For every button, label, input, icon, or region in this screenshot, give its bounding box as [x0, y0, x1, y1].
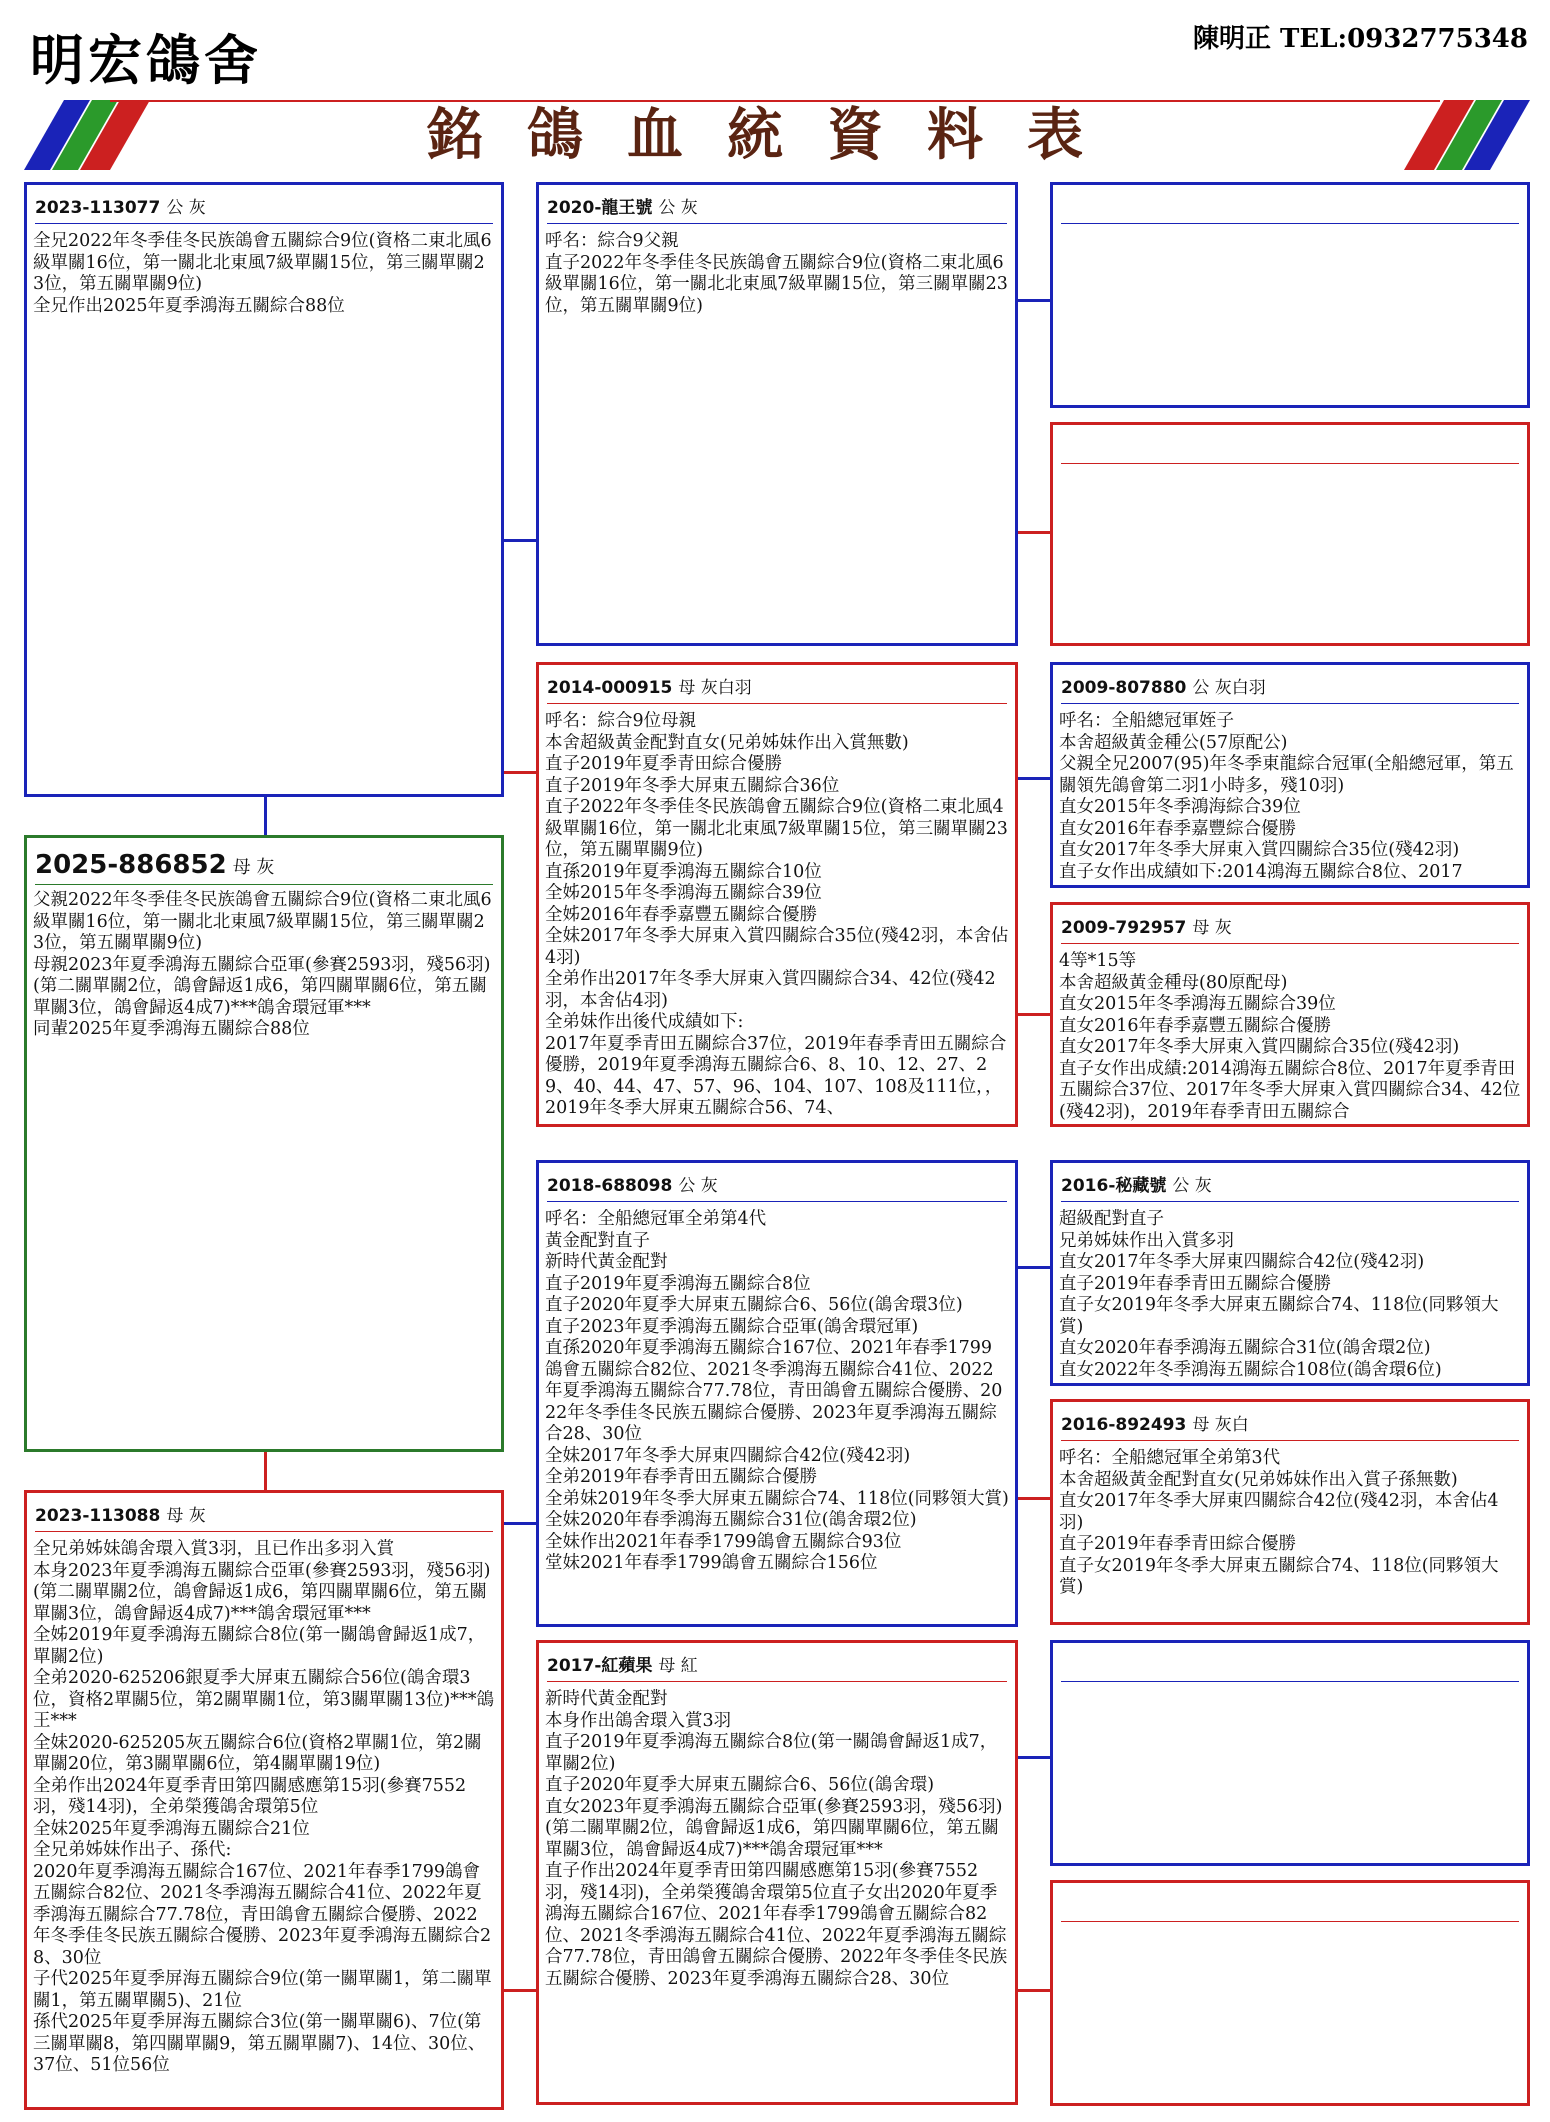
page-title: 銘鴿血統資料表: [427, 102, 1127, 168]
dam-notes: 全兄弟姊妹鴿舍環入賞3羽，且已作出多羽入賞 本身2023年夏季鴻海五關綜合亞軍(參賽2593羽，殘56羽)(第二關單關2位，鴿會歸返1成6，第四關單關6位，第五關單關3位，鴿會歸返4成7)***鴿舍環冠軍*** 全姊2019年夏季鴻海五關綜合8位(第一關鴿會歸返1成7，單關2位) 全弟2020-625206銀夏季大屏東五關綜合56位(鴿舍環3位，資格2單關5位，第2關單關1位，第3關單關13位)***鴿王*** 全妹2020-625205灰五關綜合6位(資格2單關1位，第2關單關20位，第3關單關6位，第4關單關19位) 全弟作出2024年夏季青田第四關感應第15羽(參賽7552羽，殘14羽)，全弟榮獲鴿舍環第5位 全妹2025年夏季鴻海五關綜合21位 全兄弟姊妹作出子、孫代: 2020年夏季鴻海五關綜合167位、2021年春季1799鴿會五關綜合82位、2021冬季鴻海五關綜合41位、2022年夏季鴻海五關綜合77.78位，青田鴿會五關綜合優勝、2022年冬季佳冬民族五關綜合優勝、2023年夏季鴻海五關綜合28、30位 子代2025年夏季屏海五關綜合9位(第一關單關1，第二關單關1，第五關單關5)、21位 孫代2025年夏季屏海五關綜合3位(第一關單關6)、7位(第三關單關8，第四關單關9，第五關單關7)、14位、30位、37位、51位56位: [33, 1539, 495, 2075]
connector-dam-ds: [500, 1522, 538, 1525]
sdd-ring: 2009-792957: [1061, 918, 1187, 938]
connector-sire-subject: [264, 795, 267, 837]
loft-name: 明宏鴿舍: [30, 28, 262, 92]
dd-attr: 母 紅: [658, 1656, 698, 1676]
sdd-header: [1061, 915, 1519, 944]
dam-ring: 2023-113088: [35, 1506, 161, 1526]
subject-header: [35, 846, 493, 885]
dss-header: [1061, 1173, 1519, 1202]
connector-sd-sdd: [1016, 1013, 1052, 1016]
sdd-notes: 4等*15等 本舍超級黃金種母(80原配母) 直女2015年冬季鴻海五關綜合39位 直女2016年春季嘉豐五關綜合優勝 直女2017年冬季大屏東入賞四關綜合35位(殘42羽) 直子女作出成績:2014鴻海五關綜合8位、2017年夏季青田五關綜合37位、2017年冬季大屏東入賞四關綜合34、42位(殘42羽)，2019年春季青田五關綜合: [1059, 951, 1521, 1122]
dd-notes: 新時代黃金配對 本身作出鴿舍環入賞3羽 直子2019年夏季鴻海五關綜合8位(第一關鴿會歸返1成7，單關2位) 直子2020年夏季大屏東五關綜合6、56位(鴿舍環) 直女2023年夏季鴻海五關綜合亞軍(參賽2593羽，殘56羽)(第二關單關2位，鴿會歸返1成6，第四關單關6位，第五關單關3位，鴿會歸返4成7)***鴿舍環冠軍*** 直子作出2024年夏季青田第四關感應第15羽(參賽7552羽，殘14羽)，全弟榮獲鴿舍環第5位直子女出2020年夏季鴻海五關綜合167位、2021年春季1799鴿會五關綜合82位、2021冬季鴻海五關綜合41位、2022年夏季鴻海五關綜合77.78位，青田鴿會五關綜合優勝、2022年冬季佳冬民族五關綜合優勝、2023年夏季鴻海五關綜合28、30位: [545, 1689, 1008, 1989]
connector-ss-sss: [1016, 299, 1052, 302]
sds-card: [1050, 662, 1530, 888]
sire-ring: 2023-113077: [35, 198, 161, 218]
sds-notes: 呼名：全船總冠軍姪子 本舍超級黃金種公(57原配公) 父親全兄2007(95)年冬季東龍綜合冠軍(全船總冠軍，第五關領先鴿會第二羽1小時多，殘10羽) 直女2015年冬季鴻海綜合39位 直女2016年春季嘉豐綜合優勝 直女2017年冬季大屏東入賞四關綜合35位(殘42羽) 直子女作出成績如下:2014鴻海五關綜合8位、2017: [1059, 711, 1514, 882]
sd-ring: 2014-000915: [547, 678, 673, 698]
connector-sire-ss: [500, 539, 538, 542]
dam-attr: 母 灰: [166, 1506, 206, 1526]
connector-ds-dsd: [1016, 1497, 1052, 1500]
dd-header: [547, 1653, 1007, 1682]
sire-card: [24, 182, 504, 797]
connector-ss-ssd: [1016, 531, 1052, 534]
dsd-ring: 2016-892493: [1061, 1415, 1187, 1435]
sire-attr: 公 灰: [166, 198, 206, 218]
dsd-header: [1061, 1412, 1519, 1441]
dds-card: [1050, 1640, 1530, 1866]
connector-subject-dam: [264, 1450, 267, 1492]
sdd-attr: 母 灰: [1192, 918, 1232, 938]
connector-dam-dd: [500, 1989, 538, 1992]
sds-header: [1061, 675, 1519, 704]
connector-dd-ddd: [1016, 1989, 1052, 1992]
ds-attr: 公 灰: [678, 1176, 718, 1196]
subject-notes: 父親2022年冬季佳冬民族鴿會五關綜合9位(資格二東北風6級單關16位，第一關北北東風7級單關15位，第三關單關23位，第五關單關9位) 母親2023年夏季鴻海五關綜合亞軍(參賽2593羽，殘56羽)(第二關單關2位，鴿會歸返1成6，第四關單關6位，第五關單關3位，鴿會歸返4成7)***鴿舍環冠軍*** 同輩2025年夏季鴻海五關綜合88位: [33, 890, 492, 1039]
ssd-header: [1061, 435, 1519, 464]
ds-card: [536, 1160, 1018, 1627]
title-banner: [24, 100, 1530, 170]
ss-card: [536, 182, 1018, 646]
dsd-card: [1050, 1399, 1530, 1625]
dd-ring: 2017-紅蘋果: [547, 1656, 653, 1676]
sds-attr: 公 灰白羽: [1192, 678, 1266, 698]
connector-sire-sd: [500, 771, 538, 774]
ds-notes: 呼名：全船總冠軍全弟第4代 黃金配對直子 新時代黃金配對 直子2019年夏季鴻海五關綜合8位 直子2020年夏季大屏東五關綜合6、56位(鴿舍環3位) 直子2023年夏季鴻海五關綜合亞軍(鴿舍環冠軍) 直孫2020年夏季鴻海五關綜合167位、2021年春季1799鴿會五關綜合82位、2021冬季鴻海五關綜合41位、2022年夏季鴻海五關綜合77.78位，青田鴿會五關綜合優勝、2022年冬季佳冬民族五關綜合優勝、2023年夏季鴻海五關綜合28、30位 全妹2017年冬季大屏東四關綜合42位(殘42羽) 全弟2019年春季青田五關綜合優勝 全弟妹2019年冬季大屏東五關綜合74、118位(同夥領大賞) 全妹2020年春季鴻海五關綜合31位(鴿舍環2位) 全妹作出2021年春季1799鴿會五關綜合93位 堂妹2021年春季1799鴿會五關綜合156位: [545, 1209, 1009, 1573]
contact-info: 陳明正 TEL:0932775348: [1192, 24, 1528, 54]
connector-sd-sds: [1016, 777, 1052, 780]
ddd-header: [1061, 1893, 1519, 1922]
dss-notes: 超級配對直子 兄弟姊妹作出入賞多羽 直女2017年冬季大屏東四關綜合42位(殘42羽) 直子2019年春季青田五關綜合優勝 直子女2019年冬季大屏東五關綜合74、118位(同夥領大賞) 直女2020年春季鴻海五關綜合31位(鴿舍環2位) 直女2022年冬季鴻海五關綜合108位(鴿舍環6位): [1059, 1209, 1499, 1380]
ds-ring: 2018-688098: [547, 1176, 673, 1196]
connector-dd-dds: [1016, 1756, 1052, 1759]
ss-header: [547, 195, 1007, 224]
sdd-card: [1050, 902, 1530, 1127]
ss-ring: 2020-龍王號: [547, 198, 653, 218]
sd-header: [547, 675, 1007, 704]
sd-attr: 母 灰白羽: [678, 678, 752, 698]
dss-card: [1050, 1160, 1530, 1386]
dss-ring: 2016-秘藏號: [1061, 1176, 1167, 1196]
ssd-card: [1050, 422, 1530, 646]
sire-header: [35, 195, 493, 224]
dss-attr: 公 灰: [1172, 1176, 1212, 1196]
dsd-attr: 母 灰白: [1192, 1415, 1249, 1435]
sds-ring: 2009-807880: [1061, 678, 1187, 698]
dd-card: [536, 1640, 1018, 2105]
ds-header: [547, 1173, 1007, 1202]
dsd-notes: 呼名：全船總冠軍全弟第3代 本舍超級黃金配對直女(兄弟姊妹作出入賞子孫無數) 直女2017年冬季大屏東四關綜合42位(殘42羽，本舍佔4羽) 直子2019年春季青田綜合優勝 直子女2019年冬季大屏東五關綜合74、118位(同夥領大賞): [1059, 1448, 1499, 1597]
dds-header: [1061, 1653, 1519, 1682]
subject-ring: 2025-886852: [35, 850, 227, 880]
connector-ds-dss: [1016, 1266, 1052, 1269]
sd-notes: 呼名：綜合9位母親 本舍超級黃金配對直女(兄弟姊妹作出入賞無數) 直子2019年夏季青田綜合優勝 直子2019年冬季大屏東五關綜合36位 直子2022年冬季佳冬民族鴿會五關綜合9位(資格二東北風4級單關16位，第一關北北東風7級單關15位，第三關單關23位，第五關單關9位) 直孫2019年夏季鴻海五關綜合10位 全姊2015年冬季鴻海五關綜合39位 全姊2016年春季嘉豐五關綜合優勝 全妹2017年冬季大屏東入賞四關綜合35位(殘42羽，本舍佔4羽) 全弟作出2017年冬季大屏東入賞四關綜合34、42位(殘42羽，本舍佔4羽) 全弟妹作出後代成績如下: 2017年夏季青田五關綜合37位，2019年春季青田五關綜合優勝，2019年夏季鴻海五關綜合6、8、10、12、27、29、40、44、47、57、96、104、107、108及111位，，2019年冬季大屏東五關綜合56、74、: [545, 711, 1009, 1118]
ddd-card: [1050, 1880, 1530, 2106]
dam-card: [24, 1490, 504, 2110]
sire-notes: 全兄2022年冬季佳冬民族鴿會五關綜合9位(資格二東北風6級單關16位，第一關北北東風7級單關15位，第三關單關23位，第五關單關9位) 全兄作出2025年夏季鴻海五關綜合88位: [33, 231, 492, 316]
ss-attr: 公 灰: [658, 198, 698, 218]
dam-header: [35, 1503, 493, 1532]
sss-header: [1061, 195, 1519, 224]
subject-attr: 母 灰: [232, 857, 275, 878]
sss-card: [1050, 182, 1530, 408]
subject-card: [24, 835, 504, 1452]
ss-notes: 呼名：綜合9父親 直子2022年冬季佳冬民族鴿會五關綜合9位(資格二東北風6級單關16位，第一關北北東風7級單關15位，第三關單關23位，第五關單關9位): [545, 231, 1008, 316]
sd-card: [536, 662, 1018, 1127]
